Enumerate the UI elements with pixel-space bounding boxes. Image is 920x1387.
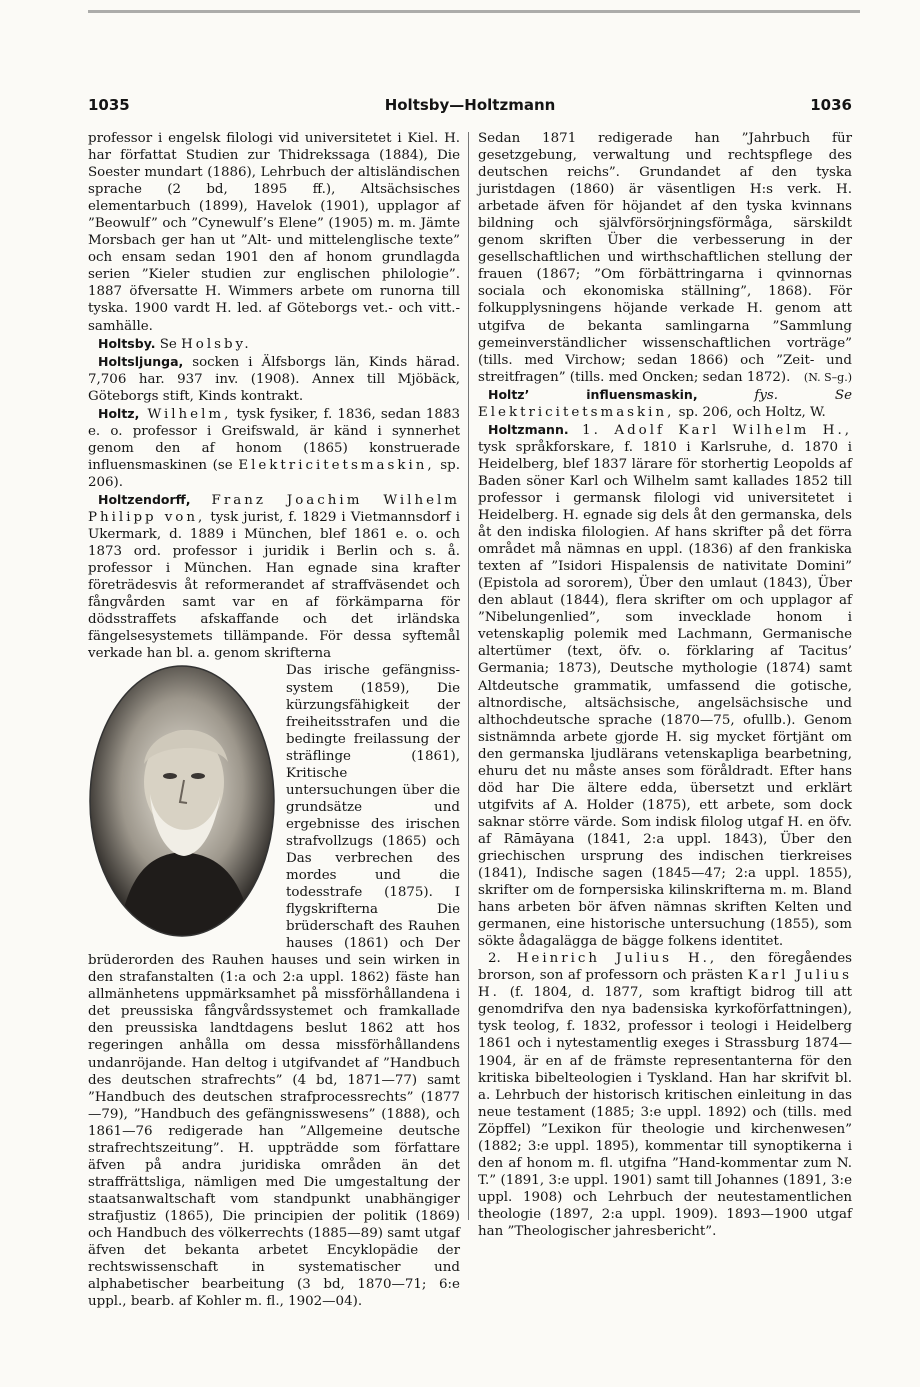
headword: Holtz’ influensmaskin, — [488, 386, 698, 402]
headword: Holtzmann. — [488, 421, 569, 437]
entry-holtzmann-2: 2. Heinrich Julius H., den föregåendes brorson, son af professorn och prästen Karl Julius H. (f. 1804, d. 1877, som kraftigt bidrog till att genomdrifva den nya badensiska kyrkoförfattningen), tysk teolog, f. 1832, professor i teologi i Heidelberg 1861 och i nytestamentlig exeges i Strassburg 1874—1904, är en af de främste representanterna för den kritiska bibelteologien i Tyskland. Han har skrifvit bl. a. Lehrbuch der historisch kritischen einleitung in das neue testament (1885; 3:e uppl. 1892) och (tills. med Zöpffel) ”Lexikon für theologie und kirchenwesen” (1882; 3:e uppl. 1895), kommentar till synoptikerna i den af honom m. fl. utgifna ”Hand-kommentar zum N. T.” (1891, 3:e uppl. 1901) samt till Johannes (1891, 3:e uppl. 1908) och Lehrbuch der neutestamentlichen theologie (1897, 2:a uppl. 1909). 1893—1900 utgaf han ”Theologischer jahresbericht”. — [478, 951, 852, 1239]
headword: Holtsljunga, — [98, 353, 184, 369]
entry-holtzendorff-cont: Das irische gefängniss-system (1859), Die kürzungsfähigkeit der freiheitsstrafen und die bedingte freilassung der sträflinge (1861), Kritische untersuchungen über die grundsätze und ergebnisse des irischen strafvollzugs (1865) och Das verbrechen des mordes und die todesstrafe (1875). I flygskrifterna Die brüderschaft des Rauhen hauses (1861) och Der brüderorden des Rauhen hauses und sein wirken in den strafanstalten (1:a och 2:a uppl. 1862) fäste han allmänhetens uppmärksamhet på missförhållandena i det preussiska fångvårdssystemet och framkallade den preussiska landtdagens beslut 1862 att hos regeringen anhålla om dessa missförhållandens undanröjande. Han deltog i utgifvandet af ”Handbuch des deutschen strafrechts” (4 bd, 1871—77) samt ”Handbuch des deutschen strafprocessrechts” (1877—79), ”Handbuch des gefängnisswesens” (1888), och 1861—76 redigerade han ”Allgemeine deutsche strafrechtszeitung”. H. uppträdde som författare äfven på andra juridiska områden än det straffrättsliga, nämligen med Die umgestaltung der staatsanwaltschaft vom standpunkt unabhängiger strafjustiz (1865), Die principien der politik (1869) och Handbuch des völkerrechts (1885—89) samt utgaf äfven det bekanta arbetet Encyklopädie der rechtswissenschaft in systematischer und alphabetischer bearbeitung (3 bd, 1870—71; 6:e uppl., bearb. af Kohler m. fl., 1902—04). — [88, 663, 460, 1310]
column-divider — [468, 132, 469, 1220]
headword: Holtsby. — [98, 335, 156, 351]
entry-holtsljunga: Holtsljunga, socken i Älfsborgs län, Kinds härad. 7,706 har. 937 inv. (1908). Annex till Mjöbäck, Göteborgs stift, Kinds kontrakt. — [88, 353, 460, 404]
cross-reference: Elektricitetsmaskin, — [478, 404, 675, 420]
page-header — [88, 96, 852, 120]
entry-continuation: Sedan 1871 redigerade han ”Jahrbuch für gesetzgebung, verwaltung und rechtspflege des deutschen reichs”. Grundandet af den tyska juristdagen (1860) är väsentligen H:s verk. H. arbetade äfven för höjandet af den tyska kvinnans bildning och självförsörjningsförmåga, särskildt genom skriften Über die verbesserung in der gesellschaftlichen und wirthschaftlichen stellung der frauen (1867; ”Om förbättringarna i qvinnornas sociala och ekonomiska ställning”, 1868). För folkupplysningens höjande verkade H. genom att utgifva de bekanta samlingarna ”Sammlung gemeinverständlicher wissenschaftlichen vorträge” (tills. med Virchow; sedan 1866) och ”Zeit- und streitfragen” (tills. med Oncken; sedan 1872). (N. S–g.) — [478, 131, 852, 385]
page-number-left: 1035 — [88, 96, 130, 114]
entry-holtz: Holtz, Wilhelm, tysk fysiker, f. 1836, sedan 1883 e. o. professor i Greifswald, är känd i synnerhet genom den af honom (1865) konstruerade influensmaskinen (se Elektricitetsmaskin, sp. 206). — [88, 405, 460, 490]
headword: Holtz, — [98, 405, 140, 421]
author-signature: (N. S–g.) — [803, 370, 852, 384]
entry-holtz-influensmaskin: Holtz’ influensmaskin, fys. Se Elektricitetsmaskin, sp. 206, och Holtz, W. — [478, 386, 852, 420]
entry-continuation: professor i engelsk filologi vid universitetet i Kiel. H. har författat Studien zur Thidrekssaga (1884), Die Soester mundart (1886), Lehrbuch der altisländischen sprache (2 bd, 1895 ff.), Altsächsisches elementarbuch (1899), Havelok (1901), upplagor af ”Beowulf” och ”Cynewulf’s Elene” (1905) m. m. Jämte Morsbach ger han ut ”Alt- und mittelenglische texte” och ensam sedan 1901 den af honom grundlagda serien ”Kieler studien zur englischen philologie”. 1887 öfversatte H. Wimmers arbete om runorna till tyska. 1900 vardt H. led. af Göteborgs vet.- och vitt.-samhälle. — [88, 131, 460, 334]
entry-holtzmann: Holtzmann. 1. Adolf Karl Wilhelm H., tysk språkforskare, f. 1810 i Karlsruhe, d. 1870 i Heidelberg, blef 1837 lärare för storhertig Leopolds af Baden söner Karl och Wilhelm samt kallades 1852 till professor i germansk filologi vid universitetet i Heidelberg. H. egnade sig dels åt den germanska, dels åt den indiska filologien. Af hans skrifter på det förra området må nämnas en uppl. (1836) af den frankiska texten af ”Isidori Hispalensis de nativitate Domini” (Epistola ad sororem), Über den umlaut (1843), Über den ablaut (1844), flera skrifter om och upplagor af ”Nibelungenlied”, som invecklade honom i vetenskaplig polemik med Lachmann, Germanische altertümer (text, öfv. o. förklaring af Tacitus’ Germania; 1873), Deutsche mythologie (1874) samt Altdeutsche grammatik, umfassend die gotische, altnordische, altsächsische, angelsächsische und althochdeutsche sprache (1870—75, ofullb.). Genom sistnämnda arbete gjorde H. sig mycket förtjänt om den germanska ljudlärans vetenskapliga bearbetning, ehuru det nu måste anses som föråldradt. Efter hans död har Die ältere edda, übersetzt und erklärt utgifvits af A. Holder (1875), ett arbete, som dock saknar större värde. Som indisk filolog utgaf H. en öfv. af Rāmāyana (1841, 2:a uppl. 1843), Über den griechischen ursprung des indischen tierkreises (1841), Indische sagen (1845—47; 2:a uppl. 1855), skrifter om de fornpersiska kilinskrifterna m. m. Bland hans arbeten bör äfven nämnas skriften Kelten und germanen, eine historische untersuchung (1855), som sökte ådagalägga de bägge folkens identitet. — [478, 421, 852, 950]
top-scan-rule — [88, 10, 860, 13]
cross-reference: Elektricitetsmaskin, — [238, 457, 435, 473]
headword: Holtzendorff, — [98, 491, 191, 507]
running-title: Holtsby—Holtzmann — [384, 96, 556, 114]
page-number-right: 1036 — [810, 96, 852, 114]
portrait-image — [88, 664, 276, 938]
entry-holtsby: Holtsby. Se Holsby. — [98, 335, 252, 352]
portrait-holtzendorff — [88, 664, 280, 942]
right-column — [478, 130, 852, 1240]
left-column — [88, 130, 460, 1310]
entry-holtzendorff: Holtzendorff, Franz Joachim Wilhelm Philipp von, tysk jurist, f. 1829 i Vietmannsdorf i Ukermark, d. 1889 i München, blef 1861 e. o. och 1873 ord. professor i juridik i Berlin och s. å. professor i München. Han egnade sina krafter företrädesvis åt reformerandet af straffväsendet och fångvården samt var en af förkämparna för dödsstraffets afskaffande och det irländska fängelsesystemets tillämpande. För dessa syftemål verkade han bl. a. genom skrifterna — [88, 491, 461, 662]
cross-reference: Holsby. — [181, 336, 252, 352]
